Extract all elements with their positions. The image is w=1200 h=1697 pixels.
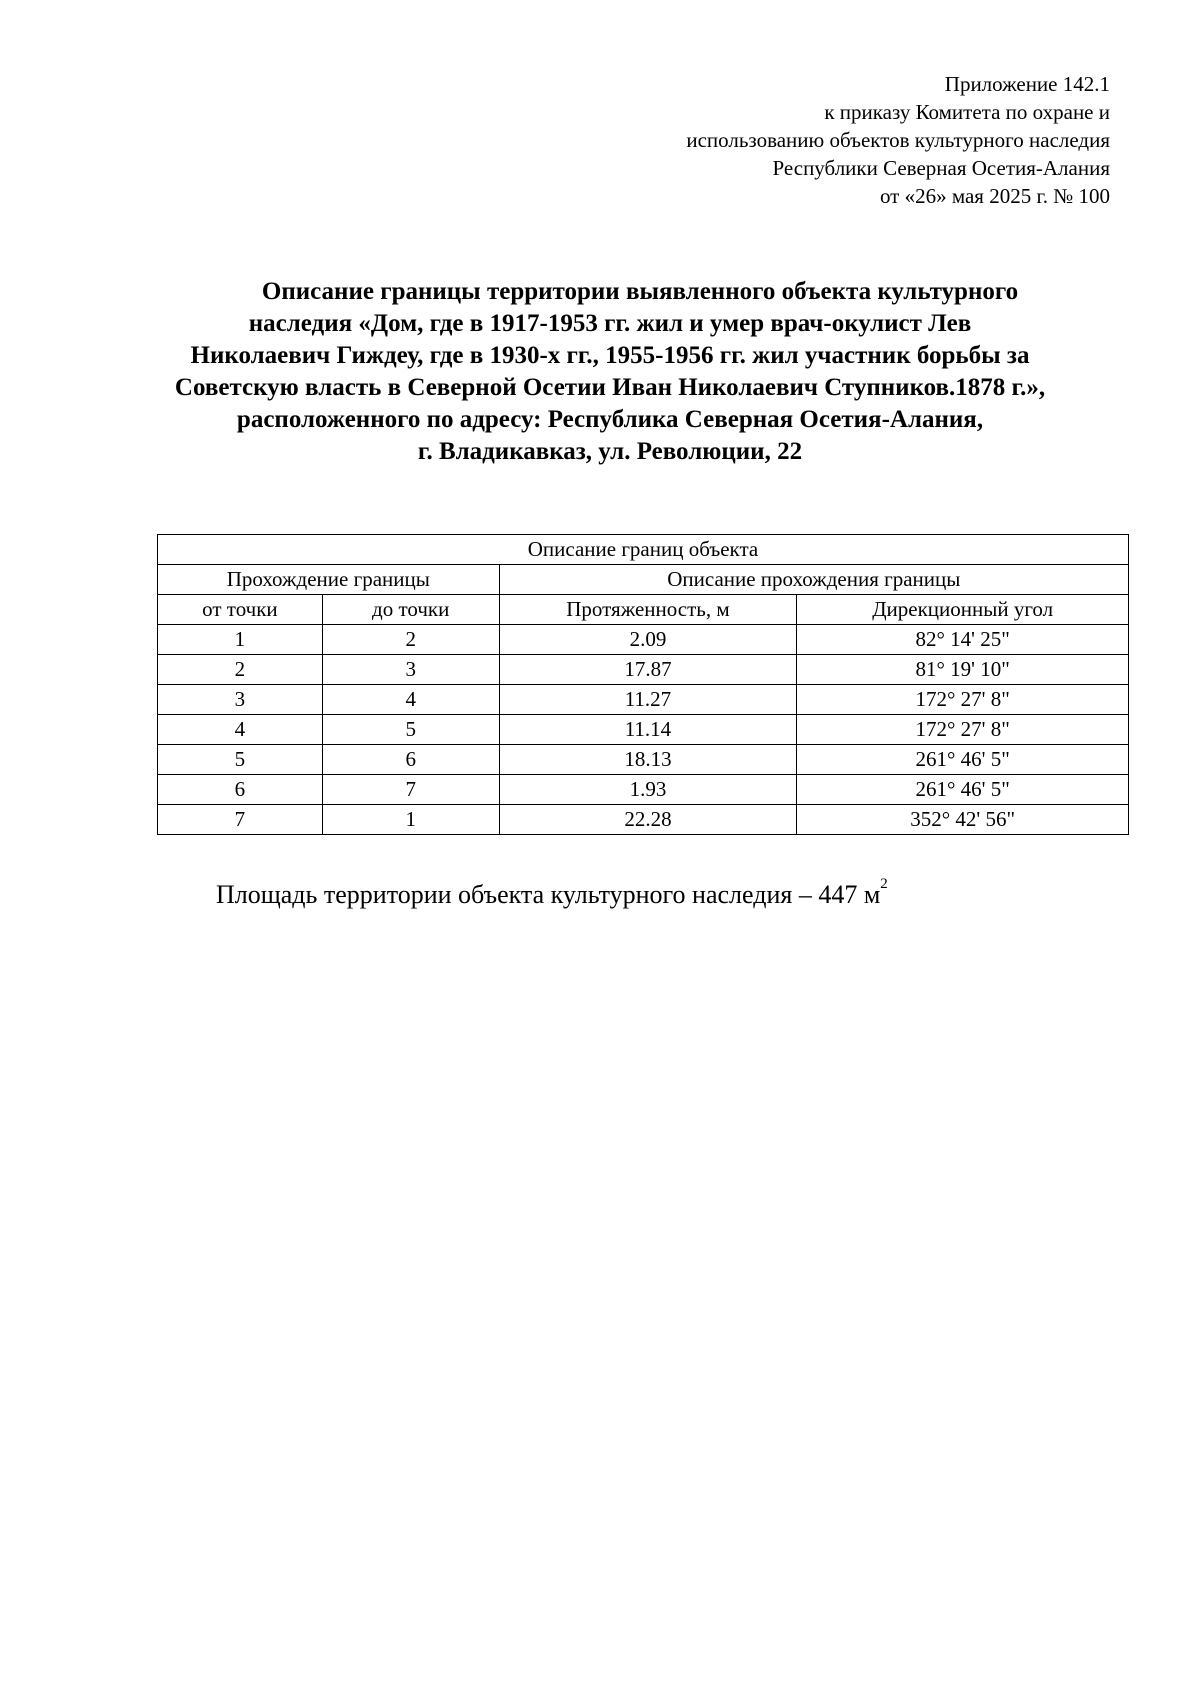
- table-row: [158, 625, 1129, 655]
- cell-to-point: 4: [322, 685, 499, 715]
- group-header-description: Описание прохождения границы: [499, 565, 1128, 595]
- cell-from-point: 4: [158, 715, 323, 745]
- cell-length: 1.93: [499, 775, 797, 805]
- table-row: [158, 715, 1129, 745]
- group-header-passage: Прохождение границы: [158, 565, 500, 595]
- appendix-line: от «26» мая 2025 г. № 100: [879, 184, 1110, 208]
- title-line: наследия «Дом, где в 1917-1953 гг. жил и умер врач-окулист Лев: [248, 310, 972, 337]
- cell-from-point: 6: [158, 775, 323, 805]
- title-line: Николаевич Гиждеу, где в 1930-х гг., 1955-1956 гг. жил участник борьбы за: [190, 342, 1030, 369]
- cell-length: 17.87: [499, 655, 797, 685]
- title-line: г. Владикавказ, ул. Революции, 22: [417, 438, 803, 465]
- cell-angle: 261° 46' 5": [797, 745, 1129, 775]
- column-header-from: от точки: [158, 595, 323, 625]
- table-row: [158, 805, 1129, 835]
- cell-from-point: 7: [158, 805, 323, 835]
- boundary-table: [157, 534, 1129, 835]
- cell-from-point: 2: [158, 655, 323, 685]
- table-group-header-row: [158, 565, 1129, 595]
- cell-angle: 81° 19' 10": [797, 655, 1129, 685]
- cell-length: 18.13: [499, 745, 797, 775]
- column-header-to: до точки: [322, 595, 499, 625]
- cell-to-point: 5: [322, 715, 499, 745]
- table-row: [158, 775, 1129, 805]
- cell-from-point: 1: [158, 625, 323, 655]
- cell-angle: 261° 46' 5": [797, 775, 1129, 805]
- table-column-header-row: [158, 595, 1129, 625]
- cell-to-point: 2: [322, 625, 499, 655]
- table-caption-row: [158, 535, 1129, 565]
- cell-to-point: 1: [322, 805, 499, 835]
- cell-from-point: 5: [158, 745, 323, 775]
- cell-length: 11.27: [499, 685, 797, 715]
- appendix-line: к приказу Комитета по охране и: [824, 100, 1110, 124]
- column-header-length: Протяженность, м: [499, 595, 797, 625]
- cell-to-point: 3: [322, 655, 499, 685]
- area-text: Площадь территории объекта культурного наследия – 447 м: [216, 880, 881, 909]
- table-row: [158, 655, 1129, 685]
- cell-angle: 352° 42' 56": [797, 805, 1129, 835]
- area-statement: [216, 876, 888, 910]
- appendix-line: использованию объектов культурного наследия: [686, 128, 1110, 152]
- cell-to-point: 6: [322, 745, 499, 775]
- cell-length: 22.28: [499, 805, 797, 835]
- cell-angle: 82° 14' 25": [797, 625, 1129, 655]
- area-superscript: 2: [880, 876, 888, 892]
- appendix-line: Приложение 142.1: [944, 72, 1110, 96]
- table-caption: Описание границ объекта: [158, 535, 1129, 565]
- document-title: [110, 276, 1110, 468]
- cell-length: 2.09: [499, 625, 797, 655]
- title-line: Советскую власть в Северной Осетии Иван Николаевич Ступников.1878 г.»,: [174, 374, 1046, 401]
- table-row: [158, 685, 1129, 715]
- appendix-line: Республики Северная Осетия-Алания: [772, 156, 1110, 180]
- title-line: Описание границы территории выявленного объекта культурного: [261, 278, 1019, 305]
- cell-angle: 172° 27' 8": [797, 715, 1129, 745]
- appendix-header: [686, 70, 1110, 210]
- table-row: [158, 745, 1129, 775]
- cell-from-point: 3: [158, 685, 323, 715]
- cell-angle: 172° 27' 8": [797, 685, 1129, 715]
- title-line: расположенного по адресу: Республика Северная Осетия-Алания,: [236, 406, 984, 433]
- cell-length: 11.14: [499, 715, 797, 745]
- column-header-angle: Дирекционный угол: [797, 595, 1129, 625]
- cell-to-point: 7: [322, 775, 499, 805]
